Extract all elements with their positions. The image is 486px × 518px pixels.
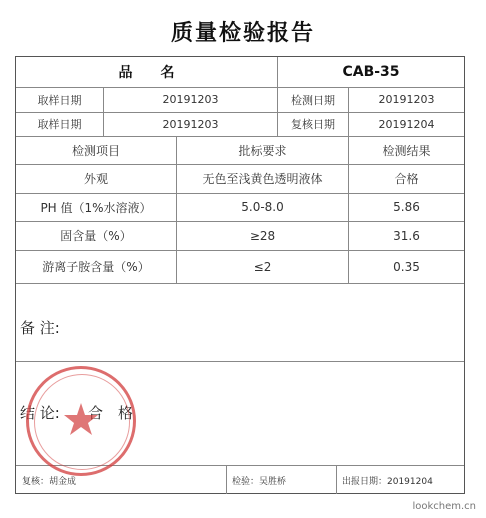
header-requirement: 批标要求	[238, 143, 287, 158]
product-label: 品 名	[118, 65, 175, 81]
review-date-value: 20191204	[378, 117, 435, 131]
conclusion-label: 结 论:	[20, 403, 60, 422]
row-divider	[16, 283, 464, 284]
stamp-star-icon	[29, 369, 133, 473]
test-date-value: 20191203	[378, 93, 435, 106]
issue-date: 出报日期：20191204	[342, 476, 433, 487]
row-result: 合格	[394, 172, 419, 186]
row-requirement: ≤2	[253, 259, 272, 274]
header-result: 检测结果	[382, 143, 431, 158]
review-date-label: 复核日期	[291, 118, 335, 131]
remarks-label: 备 注:	[20, 318, 60, 337]
product-value: CAB-35	[342, 64, 400, 80]
row-result: 31.6	[393, 228, 420, 243]
row-item: PH 值（1%水溶液）	[40, 200, 152, 215]
row-requirement: ≥28	[249, 228, 276, 243]
row-item: 固含量（%）	[60, 229, 132, 243]
reviewer-sign: 复核：胡金成	[22, 476, 77, 487]
row-result: 5.86	[393, 200, 420, 214]
row-result: 0.35	[393, 259, 420, 274]
row-divider	[16, 361, 464, 362]
report-title: 质量检验报告	[170, 21, 315, 46]
sampling-date-value: 20191203	[162, 117, 219, 131]
test-date-label: 检测日期	[291, 93, 335, 107]
watermark: lookchem.cn	[412, 501, 476, 512]
sampling-date-value: 20191203	[162, 93, 219, 106]
col-divider	[226, 465, 227, 494]
header-item: 检测项目	[71, 143, 120, 158]
inspector-sign: 检验：吴胜桥	[232, 476, 287, 487]
row-requirement: 5.0-8.0	[241, 200, 284, 214]
conclusion-value: 合 格	[88, 403, 134, 422]
inspection-stamp	[26, 366, 136, 476]
row-item: 游离子胺含量（%）	[42, 260, 150, 274]
row-item: 外观	[83, 172, 108, 186]
sampling-date-label: 取样日期	[37, 118, 82, 131]
row-requirement: 无色至浅黄色透明液体	[202, 172, 323, 186]
col-divider	[336, 465, 337, 494]
sampling-date-label: 取样日期	[37, 93, 82, 107]
